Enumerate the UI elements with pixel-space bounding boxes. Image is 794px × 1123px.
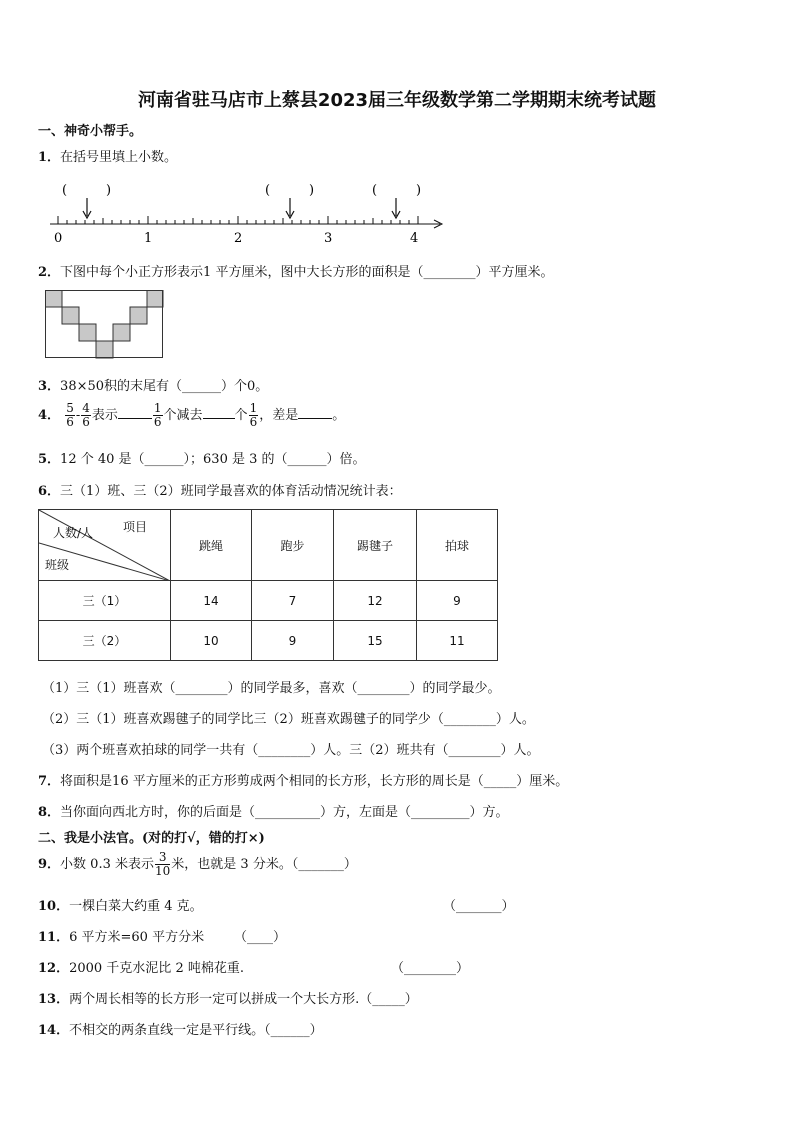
question-text: 在括号里填上小数。 (60, 150, 178, 165)
table-cell: 9 (252, 621, 334, 661)
number-line-labels (54, 231, 418, 246)
answer-blank[interactable] (203, 406, 235, 419)
question-number: 10． (38, 899, 70, 914)
fraction: $\frac{1}{6}$ (153, 401, 162, 429)
question-text: 三（1）班、三（2）班同学最喜欢的体育活动情况统计表： (60, 484, 402, 499)
question-text: 两个周长相等的长方形一定可以拼成一个大长方形.（_____） (69, 992, 418, 1007)
answer-paren[interactable]: （________） (391, 961, 470, 976)
question-9: 9．小数 0.3 米表示 $\frac{3}{10}$ 米，也就是 3 分米。（_______） (38, 850, 357, 878)
question-number: 4． (38, 408, 61, 423)
question-number: 9． (38, 857, 61, 872)
fraction: $\frac{1}{6}$ (249, 401, 258, 429)
answer-paren[interactable]: （____） (234, 930, 287, 945)
question-number: 13． (38, 992, 70, 1007)
question-11 (38, 926, 204, 945)
section-1-heading: 一、神奇小帮手。 (38, 124, 143, 139)
table-row (39, 621, 498, 661)
answer-paren-2: ( (265, 183, 271, 198)
fraction: $\frac{5}{6}$ (66, 401, 74, 429)
question-text: 2000 千克水泥比 2 吨棉花重. (69, 961, 244, 976)
question-text: 将面积是16 平方厘米的正方形剪成两个相同的长方形，长方形的周长是（_____）厘米。 (60, 774, 569, 789)
table-cell: 14 (171, 581, 252, 621)
question-number: 5． (38, 452, 61, 467)
table-corner-cell (39, 510, 171, 581)
table-row (39, 581, 498, 621)
question-3 (38, 375, 268, 394)
svg-text:): ) (106, 183, 112, 198)
number-line-ticks (50, 216, 442, 228)
svg-text:): ) (416, 183, 422, 198)
question-7 (38, 770, 568, 789)
question-text: 38×50积的末尾有（______）个0。 (60, 379, 269, 394)
question-8 (38, 801, 509, 820)
svg-text:): ) (309, 183, 315, 198)
square-grid-figure (45, 290, 165, 360)
corner-label-item: 项目 (123, 520, 148, 534)
question-number: 7． (38, 774, 61, 789)
answer-blank[interactable] (118, 406, 152, 419)
corner-label-count: 人数/人 (53, 526, 94, 540)
question-6-part-1: （1）三（1）班喜欢（________）的同学最多，喜欢（________）的同学最少。 (42, 681, 501, 696)
arrow-icon (83, 198, 400, 218)
question-5 (38, 448, 366, 467)
question-number: 11． (38, 930, 70, 945)
table-cell: 11 (417, 621, 498, 661)
svg-text:0: 0 (54, 231, 63, 246)
question-6 (38, 480, 402, 499)
question-number: 14． (38, 1023, 70, 1038)
answer-paren-1: ( (62, 183, 68, 198)
answer-paren[interactable]: （_______） (443, 899, 515, 914)
question-number: 2． (38, 265, 61, 280)
svg-text:1: 1 (144, 231, 153, 246)
svg-text:2: 2 (234, 231, 243, 246)
question-text: 下图中每个小正方形表示1 平方厘米，图中大长方形的面积是（________）平方厘米。 (60, 265, 554, 280)
answer-blank[interactable] (298, 406, 332, 419)
question-text: 当你面向西北方时，你的后面是（__________）方，左面是（_________）方。 (60, 805, 509, 820)
svg-text:4: 4 (410, 231, 419, 246)
table-header-row (39, 510, 498, 581)
table-cell: 7 (252, 581, 334, 621)
question-number: 6． (38, 484, 61, 499)
fraction: $\frac{4}{6}$ (82, 401, 90, 429)
column-header: 拍球 (417, 510, 498, 581)
number-line (40, 176, 460, 246)
question-number: 1． (38, 150, 61, 165)
row-label: 三（1） (39, 581, 171, 621)
column-header: 跑步 (252, 510, 334, 581)
table-cell: 9 (417, 581, 498, 621)
corner-label-class: 班级 (45, 558, 70, 572)
question-text: 6 平方米=60 平方分米 (69, 930, 205, 945)
fraction: $\frac{3}{10}$ (155, 850, 171, 878)
question-1 (38, 146, 177, 165)
question-6-part-2: （2）三（1）班喜欢踢毽子的同学比三（2）班喜欢踢毽子的同学少（________）人。 (42, 712, 535, 727)
question-14 (38, 1019, 323, 1038)
page-title: 河南省驻马店市上蔡县2023届三年级数学第二学期期末统考试题 (137, 90, 657, 111)
question-number: 12． (38, 961, 70, 976)
answer-paren-3: ( (372, 183, 378, 198)
question-10 (38, 895, 203, 914)
table-cell: 15 (334, 621, 417, 661)
table-cell: 10 (171, 621, 252, 661)
section-2-heading: 二、我是小法官。(对的打√，错的打×) (38, 831, 265, 846)
question-12 (38, 957, 244, 976)
question-text: 12 个 40 是（______）；630 是 3 的（______）倍。 (60, 452, 366, 467)
question-6-part-3: （3）两个班喜欢拍球的同学一共有（________）人。三（2）班共有（________）人。 (42, 743, 540, 758)
svg-text:3: 3 (324, 231, 333, 246)
question-number: 8． (38, 805, 61, 820)
question-text: 不相交的两条直线一定是平行线。（______） (69, 1023, 323, 1038)
sports-statistics-table (38, 509, 498, 661)
table-cell: 12 (334, 581, 417, 621)
question-number: 3． (38, 379, 61, 394)
question-2 (38, 261, 553, 280)
question-4: 4． $\frac{5}{6}$ - $\frac{4}{6}$ 表示 $\frac{1}{6}$ 个减去 个 $\frac{1}{6}$ ，差是 。 (38, 401, 346, 429)
column-header: 踢毽子 (334, 510, 417, 581)
question-13 (38, 988, 418, 1007)
question-text: 一棵白菜大约重 4 克。 (69, 899, 203, 914)
row-label: 三（2） (39, 621, 171, 661)
column-header: 跳绳 (171, 510, 252, 581)
